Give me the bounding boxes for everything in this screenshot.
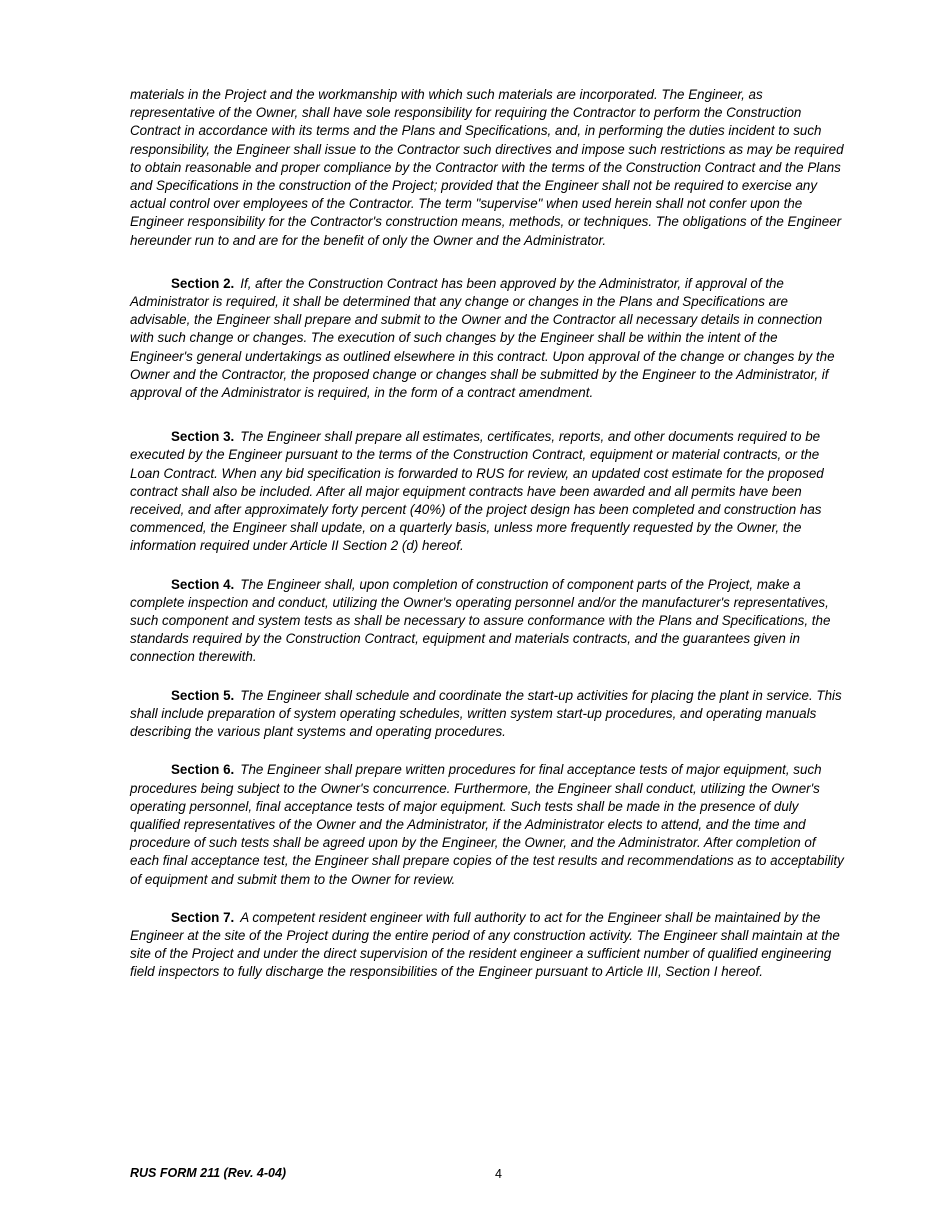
section-4-text: The Engineer shall, upon completion of construction of component parts of the Project, make a complete inspection and conduct, utilizing the Owner's operating personnel and/or the manufacturer's representatives, such component and system tests as shall be necessary to assure conformance with the Plans and Specifications, the standards required by the Construction Contract, equipment and materials contracts, and the guarantees given in connection therewith. — [130, 576, 831, 665]
section-4-label: Section 4. — [171, 576, 235, 592]
section-4-paragraph — [130, 576, 844, 667]
page-number: 4 — [495, 1167, 502, 1181]
section-3-text: The Engineer shall prepare all estimates, certificates, reports, and other documents required to be executed by the Engineer pursuant to the terms of the Construction Contract, equipment or material contracts, or the Loan Contract. When any bid specification is forwarded to RUS for review, an updated cost estimate for the proposed contract shall also be included. After all major equipment contracts have been awarded and all permits have been received, and after approximately forty percent (40%) of the project design has been completed and construction has commenced, the Engineer shall update, on a quarterly basis, unless more frequently requested by the Owner, the information required under Article II Section 2 (d) hereof. — [130, 429, 824, 554]
section-6-text: The Engineer shall prepare written procedures for final acceptance tests of major equipment, such procedures being subject to the Owner's concurrence. Furthermore, the Engineer shall conduct, utilizing the Owner's operating personnel, final acceptance tests of major equipment. Such tests shall be made in the presence of duly qualified representatives of the Owner and the Administrator, if the Administrator elects to attend, and the time and procedure of such tests shall be agreed upon by the Engineer, the Owner, and the Administrator. After completion of each final acceptance test, the Engineer shall prepare copies of the test results and recommendations as to acceptability of equipment and submit them to the Owner for review. — [130, 762, 844, 887]
section-5-label: Section 5. — [171, 687, 235, 703]
section-2-paragraph — [130, 275, 844, 402]
section-3-label: Section 3. — [171, 429, 235, 445]
intro-paragraph: materials in the Project and the workmanship with which such materials are incorporated. The Engineer, as representative of the Owner, shall have sole responsibility for requiring the Contractor to perform the Construction Contract in accordance with its terms and the Plans and Specifications, and, in performing the duties incident to such responsibility, the Engineer shall issue to the Contractor such directives and impose such restrictions as may be required to obtain reasonable and proper compliance by the Contractor with the terms of the Construction Contract and the Plans and Specifications in the construction of the Project; provided that the Engineer shall not be required to exercise any actual control over employees of the Contractor. The term "supervise" when used herein shall not confer upon the Engineer responsibility for the Contractor's construction means, methods, or techniques. The obligations of the Engineer hereunder run to and are for the benefit of only the Owner and the Administrator. — [130, 87, 844, 248]
section-6-label: Section 6. — [171, 762, 235, 778]
document-body — [130, 86, 844, 1002]
footer-form-id: RUS FORM 211 (Rev. 4-04) — [130, 1166, 287, 1180]
section-6-paragraph — [130, 761, 844, 888]
section-2-label: Section 2. — [171, 275, 235, 291]
section-2-text: If, after the Construction Contract has been approved by the Administrator, if approval of the Administrator is required, it shall be determined that any change or changes in the Plans and Specifications are advisable, the Engineer shall prepare and submit to the Owner and the Contractor all necessary details in connection with such change or changes. The execution of such changes by the Engineer shall be within the intent of the Engineer's general undertakings as outlined elsewhere in this contract. Upon approval of the change or changes by the Owner and the Contractor, the proposed change or changes shall be submitted by the Engineer to the Administrator, if approval of the Administrator is required, in the form of a contract amendment. — [130, 275, 835, 401]
section-7-paragraph — [130, 909, 844, 982]
section-7-label: Section 7. — [171, 909, 235, 925]
section-7-text: A competent resident engineer with full authority to act for the Engineer shall be maintained by the Engineer at the site of the Project during the entire period of any construction activity. The Engineer shall maintain at the site of the Project and under the direct supervision of the resident engineer a sufficient number of qualified engineering field inspectors to fully discharge the responsibilities of the Engineer pursuant to Article III, Section I hereof. — [130, 909, 840, 980]
section-5-paragraph — [130, 687, 844, 742]
section-3-paragraph — [130, 428, 844, 555]
section-5-text: The Engineer shall schedule and coordinate the start-up activities for placing the plant in service. This shall include preparation of system operating schedules, written system start-up procedures, and operating manuals describing the various plant systems and operating procedures. — [130, 687, 842, 740]
